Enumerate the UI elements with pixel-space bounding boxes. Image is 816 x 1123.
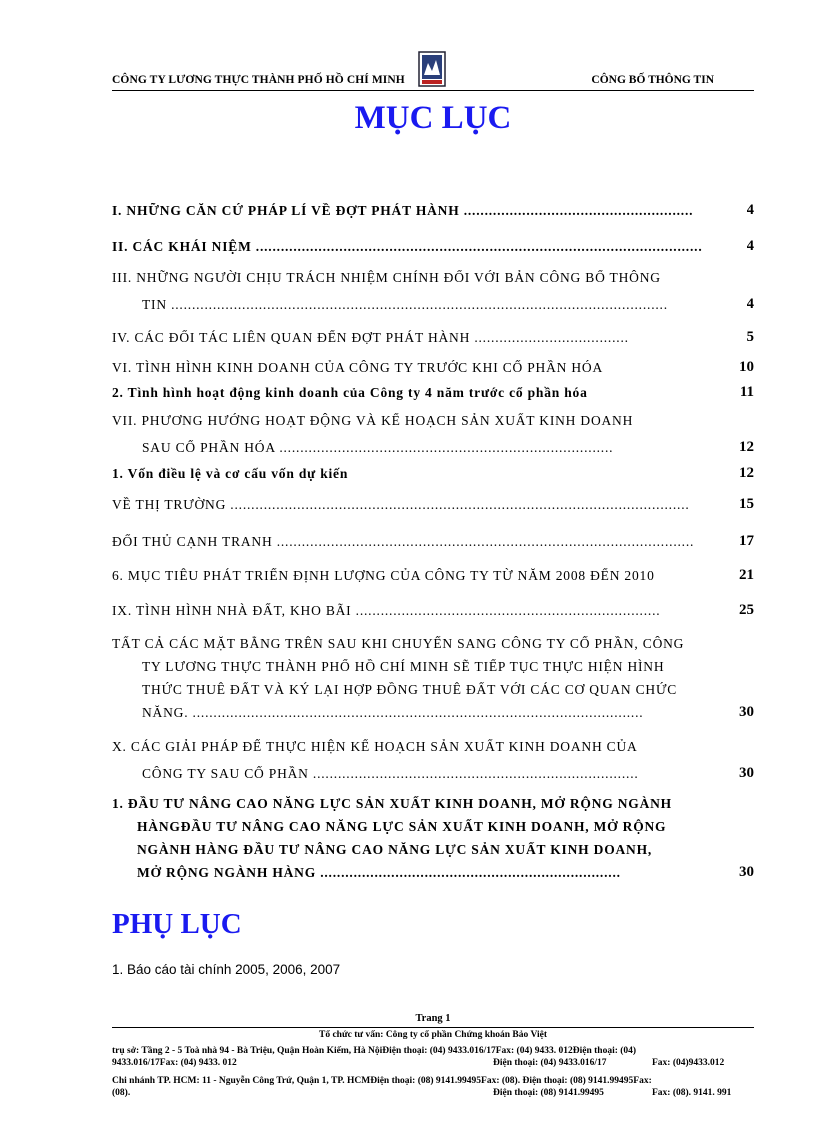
toc-page-number[interactable]: 10 (739, 359, 754, 375)
toc-page-number[interactable]: 21 (739, 567, 754, 583)
toc-page-number[interactable]: 4 (746, 296, 754, 312)
toc-entry-text[interactable]: CÔNG TY SAU CỔ PHẦN .............................................................................. (142, 766, 639, 781)
footer-rule (112, 1027, 754, 1028)
toc-page-number[interactable]: 30 (739, 704, 754, 720)
toc-page-number[interactable]: 30 (739, 864, 754, 880)
toc-entry-text[interactable]: TẤT CẢ CÁC MẶT BẰNG TRÊN SAU KHI CHUYỂN SANG CÔNG TY CỔ PHẦN, CÔNG (112, 636, 685, 651)
appendix-item: 1. Báo cáo tài chính 2005, 2006, 2007 (112, 962, 341, 977)
company-logo-icon (418, 51, 446, 87)
toc-page-number[interactable]: 15 (739, 496, 754, 512)
footer-hq-line2a: 9433.016/17Fax: (04) 9433. 012 (112, 1058, 237, 1068)
toc-entry-text[interactable]: THỨC THUÊ ĐẤT VÀ KÝ LẠI HỢP ĐỒNG THUÊ ĐẤT VỚI CÁC CƠ QUAN CHỨC (142, 682, 678, 697)
toc-entry-text[interactable]: VII. PHƯƠNG HƯỚNG HOẠT ĐỘNG VÀ KẾ HOẠCH SẢN XUẤT KINH DOANH (112, 413, 634, 428)
footer-branch-line2a: (08). (112, 1088, 131, 1098)
toc-page-number[interactable]: 4 (746, 202, 754, 218)
toc-entry-text[interactable]: IX. TÌNH HÌNH NHÀ ĐẤT, KHO BÃI ......................................................................... (112, 603, 661, 618)
toc-entry-text[interactable]: MỞ RỘNG NGÀNH HÀNG ........................................................................ (137, 865, 621, 880)
toc-entry-text[interactable]: ĐỐI THỦ CẠNH TRANH .................................................................................................... (112, 534, 695, 549)
header-company: CÔNG TY LƯƠNG THỰC THÀNH PHỐ HỒ CHÍ MINH (112, 74, 405, 86)
toc-entry-text[interactable]: I. NHỮNG CĂN CỨ PHÁP LÍ VỀ ĐỢT PHÁT HÀNH ....................................................... (112, 203, 694, 218)
toc-entry-text[interactable]: SAU CỔ PHẦN HÓA ................................................................................ (142, 440, 614, 455)
toc-entry-text[interactable]: 1. Vốn điều lệ và cơ cấu vốn dự kiến (112, 466, 349, 481)
toc-entry-text[interactable]: 2. Tình hình hoạt động kinh doanh của Công ty 4 năm trước cổ phần hóa (112, 385, 588, 400)
toc-entry-text[interactable]: HÀNGĐẦU TƯ NÂNG CAO NĂNG LỰC SẢN XUẤT KINH DOANH, MỞ RỘNG (137, 819, 667, 834)
footer-hq-line2b: Điện thoại: (04) 9433.016/17 (493, 1058, 607, 1068)
footer-branch-line1: Chi nhánh TP. HCM: 11 - Nguyễn Công Trứ, Quận 1, TP. HCMĐiện thoại: (08) 9141.99495Fax: (08). Điện thoại: (08) 9141.99495Fax: (112, 1076, 652, 1086)
toc-entry-text[interactable]: 6. MỤC TIÊU PHÁT TRIỂN ĐỊNH LƯỢNG CỦA CÔNG TY TỪ NĂM 2008 ĐẾN 2010 (112, 568, 655, 583)
footer-org: Tổ chức tư vấn: Công ty cổ phần Chứng khoán Bảo Việt (319, 1030, 547, 1040)
toc-page-number[interactable]: 11 (739, 384, 754, 400)
toc-entry-text[interactable]: TIN ....................................................................................................................... (142, 297, 668, 312)
toc-entry-text[interactable]: II. CÁC KHÁI NIỆM ........................................................................................................... (112, 239, 703, 254)
footer-hq-line2c: Fax: (04)9433.012 (652, 1058, 725, 1068)
toc-entry-text[interactable]: III. NHỮNG NGƯỜI CHỊU TRÁCH NHIỆM CHÍNH ĐỐI VỚI BẢN CÔNG BỐ THÔNG (112, 270, 661, 285)
toc-page-number[interactable]: 17 (739, 533, 754, 549)
toc-entry-text[interactable]: 1. ĐẦU TƯ NÂNG CAO NĂNG LỰC SẢN XUẤT KINH DOANH, MỞ RỘNG NGÀNH (112, 796, 672, 811)
footer-hq-line1: trụ sở: Tầng 2 - 5 Toà nhà 94 - Bà Triệu, Quận Hoàn Kiếm, Hà NộiĐiện thoại: (04) 9433.016/17Fax: (04) 9433. 012Điện thoại: (04) (112, 1046, 637, 1056)
page-number: Trang 1 (415, 1013, 451, 1024)
toc-entry-text[interactable]: VI. TÌNH HÌNH KINH DOANH CỦA CÔNG TY TRƯỚC KHI CỔ PHẦN HÓA (112, 360, 603, 375)
footer-branch-line2c: Fax: (08). 9141. 991 (652, 1088, 732, 1098)
toc-page-number[interactable]: 25 (739, 602, 754, 618)
toc-entry-text[interactable]: NGÀNH HÀNG ĐẦU TƯ NÂNG CAO NĂNG LỰC SẢN XUẤT KINH DOANH, (137, 842, 653, 857)
toc-entry-text[interactable]: IV. CÁC ĐỐI TÁC LIÊN QUAN ĐẾN ĐỢT PHÁT HÀNH ..................................... (112, 330, 629, 345)
toc-entry-text[interactable]: TY LƯƠNG THỰC THÀNH PHỐ HỒ CHÍ MINH SẼ TIẾP TỤC THỰC HIỆN HÌNH (142, 659, 665, 674)
footer-branch-line2b: Điện thoại: (08) 9141.99495 (493, 1088, 604, 1098)
toc-page-number[interactable]: 30 (739, 765, 754, 781)
appendix-title: PHỤ LỤC (112, 908, 242, 940)
toc-entry-text[interactable]: X. CÁC GIẢI PHÁP ĐỂ THỰC HIỆN KẾ HOẠCH SẢN XUẤT KINH DOANH CỦA (112, 739, 638, 754)
toc-entry-text[interactable]: VỀ THỊ TRƯỜNG .............................................................................................................. (112, 497, 690, 512)
page-title: MỤC LỤC (354, 100, 512, 136)
toc-page-number[interactable]: 4 (746, 238, 754, 254)
toc-page-number[interactable]: 12 (739, 465, 754, 481)
toc-entry-text[interactable]: NĂNG. ............................................................................................................ (142, 705, 644, 720)
header-right: CÔNG BỐ THÔNG TIN (591, 74, 714, 86)
toc-page-number[interactable]: 12 (739, 439, 754, 455)
toc-page-number[interactable]: 5 (746, 329, 754, 345)
